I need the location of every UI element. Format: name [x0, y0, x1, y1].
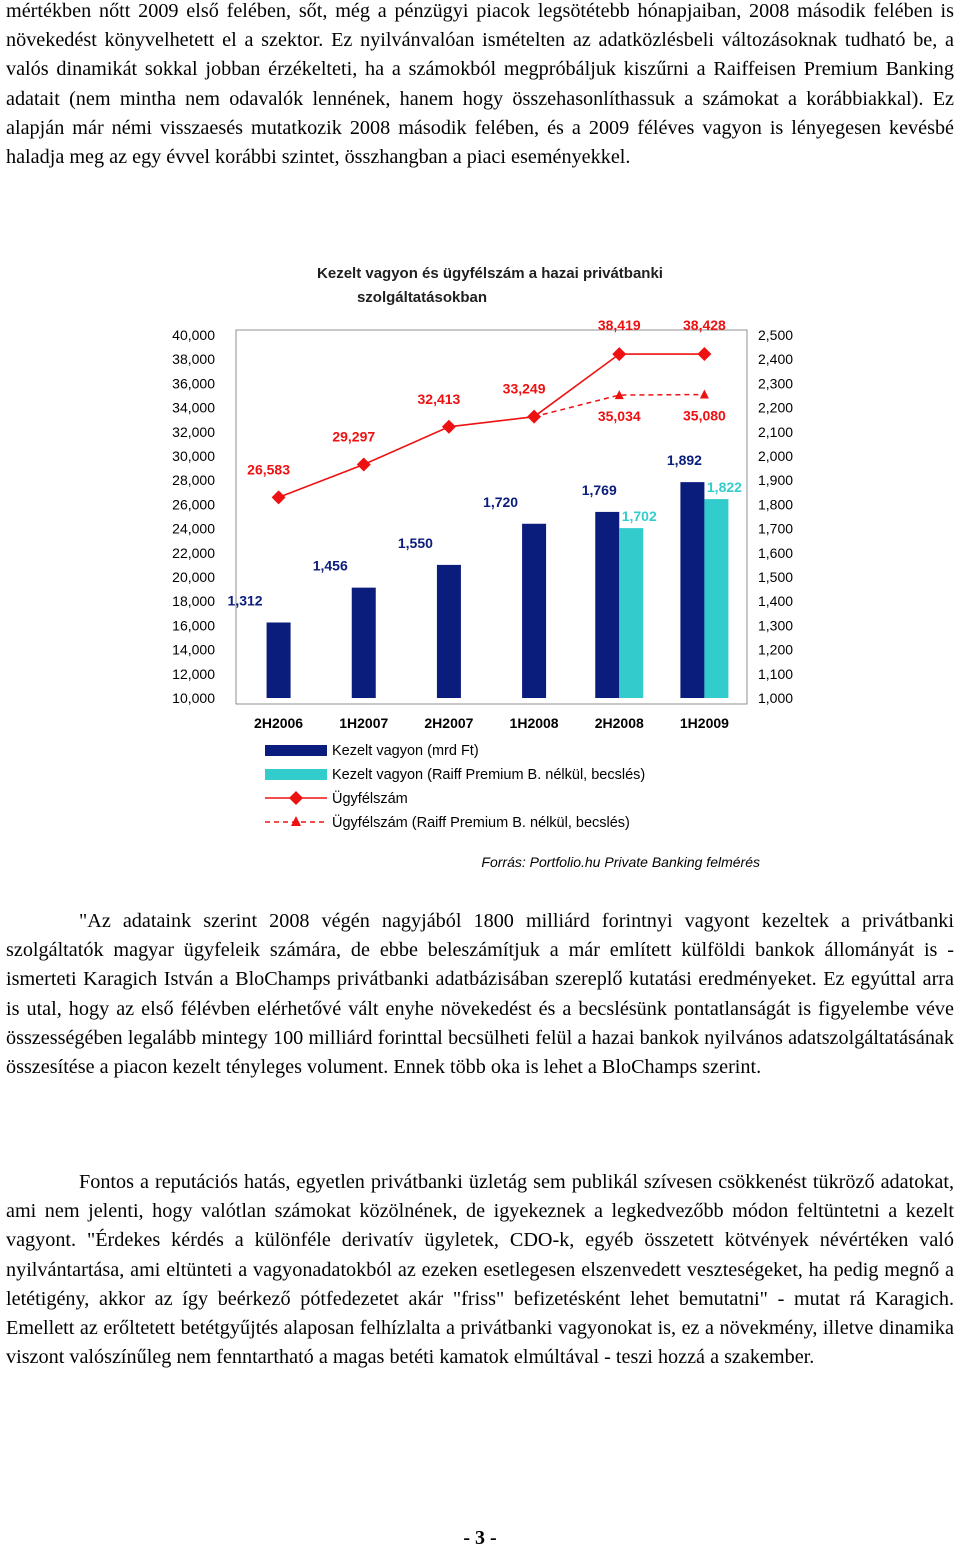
right-axis-tick: 2,000 [758, 448, 794, 464]
right-axis-tick: 1,400 [758, 593, 794, 610]
data-label-kezelt-vagyon-becsles: 1,702 [621, 508, 657, 525]
right-axis-tick: 2,500 [758, 327, 794, 343]
paragraph-1: mértékben nőtt 2009 első felében, sőt, még a pénzügyi piacok legsötétebb hónapjaiban, 2008 második felében is növekedést könyvelhetett el a szektor. Ez nyilvánvalóan ismételten az adatközlésbeli változásoknak tudható be, a valós dinamikát sokkal jobban érzékelteti, ha a számokból megpróbáljuk kiszűrni a Raiffeisen Premium Banking adatait (nem mintha nem odavalók lennének, hanem hogy összehasonlíthassuk a számokat a korábbiakkal). Ez alapján már némi visszaesés mutatkozik 2008 második felében, és a 2009 féléves vagyon is lényegesen kevésbé haladja meg az egy évvel korábbi szintet, összhangban a piaci eseményekkel. [6, 0, 954, 169]
bar-kezelt-vagyon-becsles [619, 528, 643, 698]
left-axis-tick: 40,000 [172, 327, 215, 343]
right-axis-tick: 1,600 [758, 544, 794, 561]
left-axis-tick: 16,000 [172, 617, 215, 634]
data-label-ugyfelszam-becsles: 35,080 [683, 407, 726, 424]
bar-kezelt-vagyon [352, 588, 376, 698]
bar-kezelt-vagyon [437, 565, 461, 698]
left-axis-tick: 22,000 [172, 544, 215, 561]
marker-ugyfelszam [612, 347, 626, 361]
data-label-kezelt-vagyon: 1,456 [312, 557, 348, 574]
right-axis-tick: 2,200 [758, 399, 794, 416]
legend-label-ugyfelszam-becsles: Ügyfélszám (Raiff Premium B. nélkül, becslés) [332, 815, 630, 831]
legend-marker-ugyfelszam-becsles [291, 816, 301, 826]
left-axis [172, 327, 215, 706]
bar-kezelt-vagyon [522, 524, 546, 698]
data-label-kezelt-vagyon: 1,550 [397, 534, 433, 551]
right-axis-tick: 2,400 [758, 351, 794, 368]
left-axis-tick: 38,000 [172, 351, 215, 368]
right-axis-tick: 1,000 [758, 690, 794, 706]
legend-swatch-kezelt-vagyon-becsles [265, 769, 327, 780]
data-label-kezelt-vagyon-becsles: 1,822 [706, 479, 742, 496]
left-axis-tick: 18,000 [172, 593, 215, 610]
right-axis-tick: 1,200 [758, 641, 794, 658]
data-label-ugyfelszam: 33,249 [502, 380, 546, 397]
line-ugyfelszam [279, 354, 705, 497]
marker-ugyfelszam [442, 420, 456, 434]
right-axis-tick: 2,300 [758, 375, 794, 392]
data-label-ugyfelszam: 38,428 [683, 317, 726, 334]
legend-marker-ugyfelszam [289, 791, 303, 805]
left-axis-tick: 20,000 [172, 569, 215, 585]
right-axis-tick: 1,100 [758, 665, 794, 682]
right-axis-tick: 1,800 [758, 496, 794, 513]
x-axis-tick: 1H2007 [339, 715, 389, 731]
chart-title-line2: szolgáltatásokban [356, 289, 488, 306]
data-label-kezelt-vagyon: 1,312 [227, 592, 263, 609]
data-label-ugyfelszam: 32,413 [417, 390, 461, 407]
bar-kezelt-vagyon [595, 512, 619, 698]
right-axis [758, 327, 793, 706]
chart-title-line1: Kezelt vagyon és ügyfélszám a hazai privátbanki [317, 265, 663, 282]
bar-kezelt-vagyon [680, 482, 704, 698]
legend-swatch-kezelt-vagyon [265, 745, 327, 756]
legend-label-ugyfelszam: Ügyfélszám [332, 791, 408, 807]
x-axis-tick: 2H2006 [254, 715, 304, 731]
data-label-kezelt-vagyon: 1,720 [483, 493, 519, 510]
chart-source: Forrás: Portfolio.hu Private Banking felmérés [481, 854, 760, 870]
left-axis-tick: 14,000 [172, 641, 215, 658]
x-axis-tick: 1H2009 [679, 715, 729, 731]
right-axis-tick: 2,100 [758, 423, 794, 440]
x-axis-tick: 1H2008 [509, 715, 559, 731]
left-axis-tick: 24,000 [172, 520, 215, 537]
plot-frame [236, 330, 747, 704]
marker-ugyfelszam [357, 458, 371, 472]
data-label-ugyfelszam: 29,297 [332, 428, 376, 445]
marker-ugyfelszam [527, 410, 541, 424]
bars [267, 482, 729, 698]
left-axis-tick: 30,000 [172, 448, 215, 464]
left-axis-tick: 34,000 [172, 399, 215, 416]
x-axis [254, 715, 729, 731]
x-axis-tick: 2H2007 [424, 715, 474, 731]
legend-label-kezelt-vagyon-becsles: Kezelt vagyon (Raiff Premium B. nélkül, becslés) [332, 767, 646, 783]
right-axis-tick: 1,500 [758, 569, 794, 585]
marker-ugyfelszam-becsles [700, 390, 709, 399]
page-number: - 3 - [463, 1527, 497, 1549]
left-axis-tick: 10,000 [172, 690, 215, 706]
x-axis-tick: 2H2008 [594, 715, 644, 731]
marker-ugyfelszam [697, 347, 711, 361]
bar-kezelt-vagyon-becsles [704, 499, 728, 698]
left-axis-tick: 36,000 [172, 375, 215, 392]
data-label-ugyfelszam: 38,419 [597, 317, 641, 334]
legend-label-kezelt-vagyon: Kezelt vagyon (mrd Ft) [332, 743, 479, 759]
data-label-kezelt-vagyon: 1,892 [666, 452, 702, 469]
left-axis-tick: 32,000 [172, 423, 215, 440]
left-axis-tick: 26,000 [172, 496, 215, 513]
data-label-kezelt-vagyon: 1,769 [581, 481, 617, 498]
left-axis-tick: 12,000 [172, 665, 215, 682]
right-axis-tick: 1,700 [758, 520, 794, 537]
lines [272, 347, 712, 504]
data-label-ugyfelszam-becsles: 35,034 [597, 408, 641, 425]
right-axis-tick: 1,900 [758, 472, 794, 489]
paragraph-3: Fontos a reputációs hatás, egyetlen privátbanki üzletág sem publikál szívesen csökkenést tükröző adatokat, ami nem jelenti, hogy valótlan számokat közölnének, de igyekeznek a legkedvezőbb módon feltüntetni a kezelt vagyont. "Érdekes kérdés a különféle derivatív ügyletek, CDO-k, egyéb összetett kötvények névértéken való nyilvántartása, ami eltünteti a vagyonadatokból az ezeken esetlegesen elszenvedett veszteségeket, ha pedig megnő a letétigény, akkor az így beérkező pótfedezetet akár "friss" befizetésként lehet bemutatni" - mutat rá Karagich. Emellett az erőltetett betétgyűjtés alaposan felhízlalta a privátbanki vagyonokat is, ez a növekmény, illetve dinamika viszont valószínűleg nem fenntartható a magas betéti kamatok elmúltával - teszi hozzá a szakember. [6, 1171, 954, 1369]
paragraph-2: "Az adataink szerint 2008 végén nagyjából 1800 milliárd forintnyi vagyont kezeltek a privátbanki szolgáltatók magyar ügyfeleik számára, de ebbe beleszámítjuk a már említett külföldi bankok állományát is - ismerteti Karagich István a BloChamps privátbanki adatbázisában szereplő kutatási eredményeket. Ez egyúttal arra is utal, hogy az első félévben elérhetővé vált enyhe növekedést és a becslésünk pontatlanságát is figyelembe véve összességében legalább mintegy 100 milliárd forinttal becsülheti felül a hazai bankok nyilvános adatszolgáltatásának összesítése a piacon kezelt tényleges volument. Ennek több oka is lehet a BloChamps szerint. [6, 910, 954, 1079]
legend [265, 743, 645, 831]
data-labels [228, 317, 743, 608]
left-axis-tick: 28,000 [172, 472, 215, 489]
bar-kezelt-vagyon [267, 622, 291, 698]
marker-ugyfelszam [272, 490, 286, 504]
right-axis-tick: 1,300 [758, 617, 794, 634]
chart [150, 252, 810, 877]
data-label-ugyfelszam: 26,583 [247, 461, 290, 478]
